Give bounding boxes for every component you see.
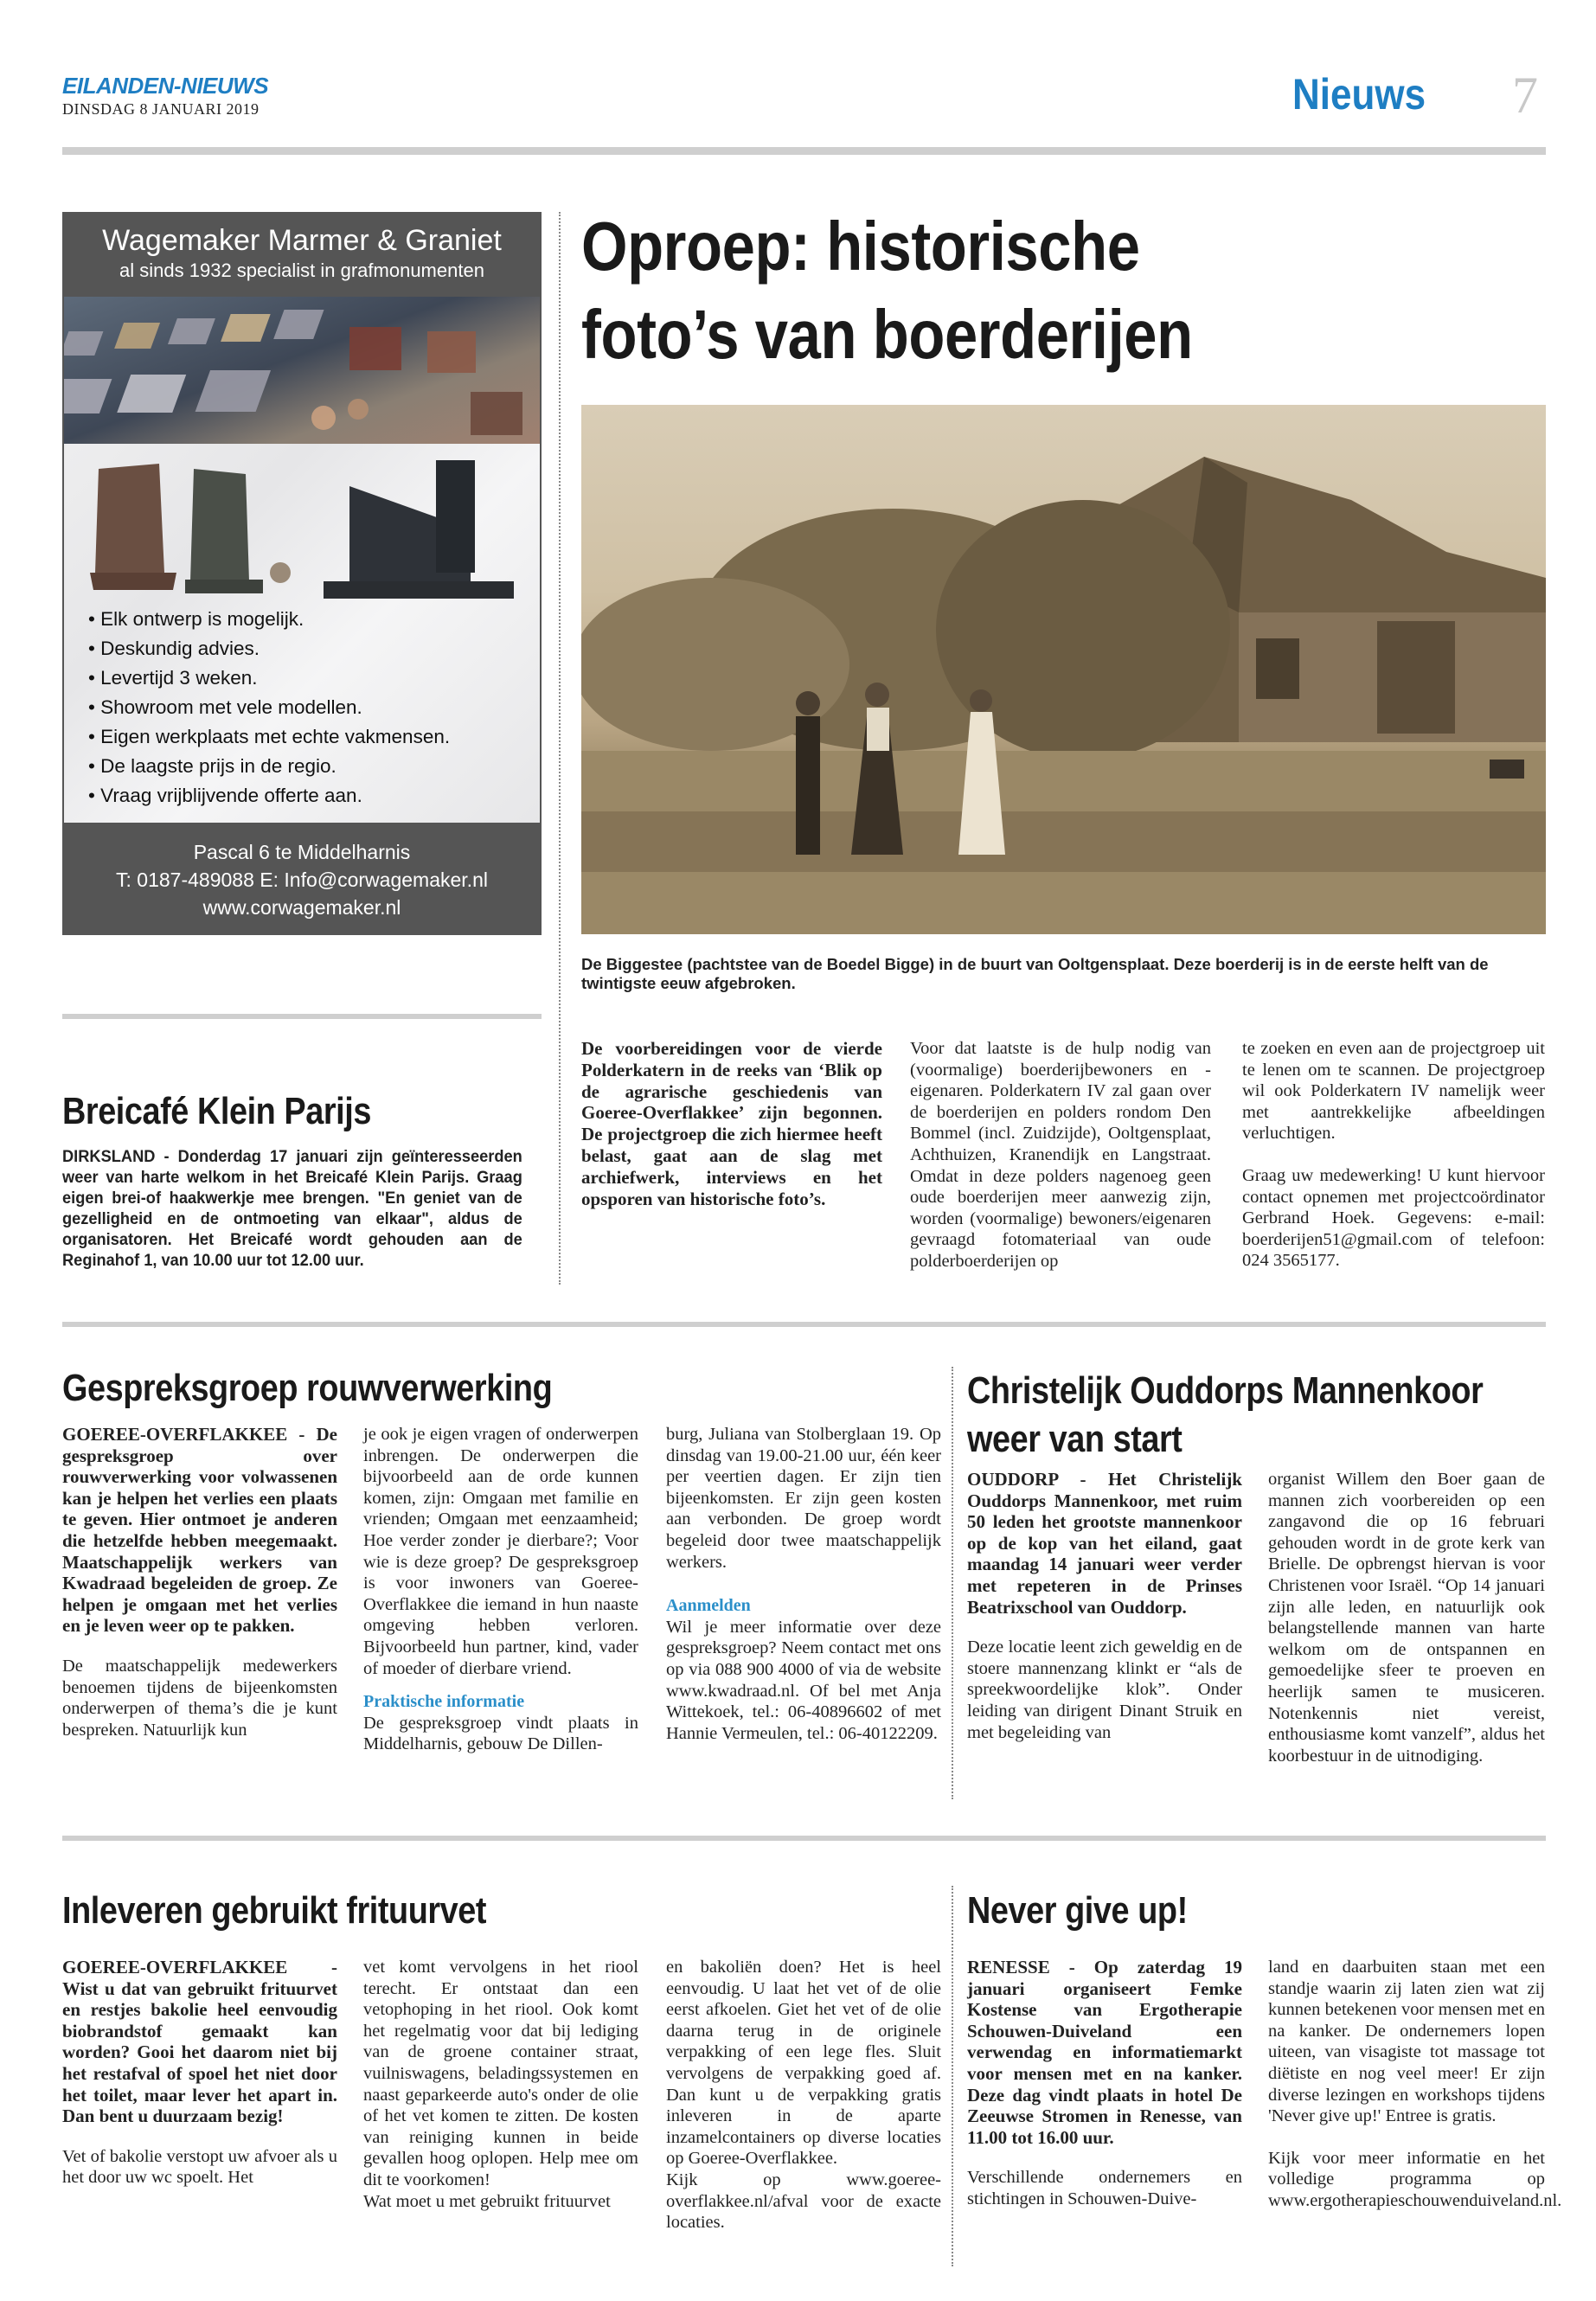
- rouw-column-2: [363, 1424, 638, 1755]
- never-column-1: [967, 1957, 1242, 2210]
- paragraph: Vet of bakolie verstopt uw afvoer als u het door uw wc spoelt. Het: [62, 2146, 337, 2188]
- section-rule: [62, 1836, 1546, 1841]
- rouw-headline: Gespreksgroep rouwverwerking: [62, 1367, 553, 1409]
- photo-caption: De Biggestee (pachtstee van de Boedel Bigge) in de buurt van Ooltgensplaat. Deze boerderij is in de eerste helft van de twintigste eeuw afgebroken.: [581, 955, 1489, 992]
- oproep-column-2: Voor dat laatste is de hulp nodig van (voormalige) boerderijbewoners en -eigenaren. Polderkatern IV zal gaan over de boerderijen en polders rondom Den Bommel (incl. Zuidzijde), Ooltgensplaat, Achthuizen, Kranendijk en Langstraat. Omdat in deze polders nagenoeg geen oude boerderijen meer aanwezig zijn, worden (voormalige) bewoners/eigenaren gevraagd fotomateriaal van oude polderboerderijen op: [910, 1039, 1211, 1271]
- ad-bullet-list: [88, 605, 450, 811]
- frituur-column-2: [363, 1957, 638, 2212]
- ad-bullet: • Elk ontwerp is mogelijk.: [88, 608, 304, 630]
- issue-date: DINSDAG 8 JANUARI 2019: [62, 100, 260, 118]
- paragraph: De gespreksgroep vindt plaats in Middelharnis, gebouw De Dillen-: [363, 1713, 638, 1754]
- ad-showroom-photo: [64, 297, 540, 444]
- frituur-headline: Inleveren gebruikt frituurvet: [62, 1889, 487, 1932]
- oproep-headline: [581, 202, 1193, 379]
- never-headline: Never give up!: [967, 1889, 1188, 1932]
- newspaper-logo: EILANDEN-NIEUWS: [62, 73, 269, 99]
- paragraph: land en daarbuiten staan met een standje waarin zij laten zien wat zij kunnen betekenen voor mensen met en na kanker. De ondernemers lopen uiteen, van visagiste tot massage tot diëtiste en nog veel meer! Er zijn diverse lezingen en workshops tijdens 'Never give up!' Entree is gratis.: [1268, 1958, 1545, 2126]
- section-rule: [62, 1322, 1546, 1327]
- ad-address: Pascal 6 te Middelharnis: [193, 841, 411, 863]
- section-rule: [62, 1014, 542, 1019]
- column-divider: [952, 1367, 953, 1799]
- koor-column-1: [967, 1469, 1242, 1743]
- ad-bullet: • De laagste prijs in de regio.: [88, 755, 337, 777]
- ad-bullet: • Vraag vrijblijvende offerte aan.: [88, 785, 362, 806]
- ad-tagline: al sinds 1932 specialist in grafmonumenten: [119, 260, 484, 281]
- paragraph: burg, Juliana van Stolberglaan 19. Op dinsdag van 19.00-21.00 uur, één keer per veertien dagen. Er zijn tien bijeenkomsten. Er zijn geen kosten aan verbonden. De groep wordt begeleid door twee maatschappelijk werkers.: [666, 1425, 941, 1572]
- ad-company-name: Wagemaker Marmer & Graniet: [102, 224, 502, 257]
- never-lead: RENESSE - Op zaterdag 19 januari organiseert Femke Kostense van Ergotherapie Schouwen-Duiveland een verwendag en informatiemarkt voor mensen met en na kanker. Deze dag vindt plaats in hotel De Zeeuwse Stromen in Renesse, van 11.00 tot 16.00 uur.: [967, 1957, 1242, 2148]
- header-rule: [62, 147, 1546, 155]
- ad-website-link[interactable]: www.corwagemaker.nl: [202, 896, 401, 919]
- paragraph: Deze locatie leent zich geweldig en de stoere mannenzang klinkt er “als de spreekwoordelijke klok”. Onder leiding van dirigent Dinant Struik en met begeleiding van: [967, 1638, 1242, 1742]
- ad-bullet: • Eigen werkplaats met echte vakmensen.: [88, 726, 451, 747]
- breicafe-body: DIRKSLAND - Donderdag 17 januari zijn geïnteresseerden weer van harte welkom in het Breicafé Klein Parijs. Graag eigen brei-of haakwerkje mee brengen. "En geniet van de gezelligheid en de ontmoeting van elkaar", aldus de organisatoren. Het Breicafé wordt gehouden aan de Reginahof 1, van 10.00 uur tot 12.00 uur.: [62, 1148, 522, 1270]
- paragraph: vet komt vervolgens in het riool terecht. Er ontstaat dan een vetophoping in het riool. Ook komt het regelmatig voor dat bij lediging van de groene container straat, vuilniswagens, beladingssystemen en naast geparkeerde auto's onder de olie of het vet komen te zitten. De kosten van reiniging kunnen in beide gevallen hoog oplopen. Help mee om dit te voorkomen!: [363, 1958, 638, 2189]
- paragraph: Verschillende ondernemers en stichtingen in Schouwen-Duive-: [967, 2168, 1242, 2208]
- paragraph: en bakoliën doen? Het is heel eenvoudig. U laat het vet of de olie eerst afkoelen. Giet het vet of de olie daarna terug in de originele verpakking of een lege fles. Sluit vervolgens de verpakking goed af. Dan kunt u de verpakking gratis inleveren in de aparte inzamelcontainers op diverse locaties op Goeree-Overflakkee.: [666, 1958, 941, 2169]
- headline-line: foto’s van boerderijen: [581, 296, 1193, 373]
- ad-bullet: • Levertijd 3 weken.: [88, 667, 258, 689]
- ad-footer: [64, 823, 540, 933]
- farm-historic-photo: [581, 405, 1546, 934]
- paragraph: Kijk voor meer informatie en het volledige programma op www.ergotherapieschouwenduiveland.nl.: [1268, 2148, 1562, 2210]
- koor-column-2: organist Willem den Boer gaan de mannen zich voorbereiden op een zangavond die op 16 februari gehouden wordt in de grote kerk van Brielle. De opbrengst hiervan is voor Christenen voor Israël. “Op 14 januari zijn alle leden, en natuurlijk ook belangstellende mannen van harte welkom om de ontspannen en gemoedelijke sfeer te proeven en heerlijk samen te musiceren. Notenkennis niet vereist, enthousiasme komt vanzelf”, aldus het koorbestuur in de uitnodiging.: [1268, 1470, 1545, 1766]
- koor-lead: OUDDORP - Het Christelijk Ouddorps Mannenkoor, met ruim 50 leden het grootste mannenkoor op de kop van het eiland, gaat maandag 14 januari weer verder met repeteren in de Prinses Beatrixschool van Ouddorp.: [967, 1469, 1242, 1618]
- ad-bullet: • Showroom met vele modellen.: [88, 696, 362, 718]
- column-divider: [559, 212, 561, 1285]
- advertisement[interactable]: [62, 212, 542, 935]
- paragraph: De maatschappelijk medewerkers benoemen tijdens de bijeenkomsten onderwerpen of thema’s die je kunt bespreken. Natuurlijk kun: [62, 1656, 337, 1740]
- ad-contact: T: 0187-489088 E: Info@corwagemaker.nl: [116, 868, 488, 891]
- column-divider: [952, 1886, 953, 2266]
- headline-line: weer van start: [967, 1418, 1183, 1460]
- section-title: Nieuws: [1292, 70, 1426, 119]
- koor-headline: [967, 1367, 1483, 1464]
- showroom-graves-illustration: [64, 297, 540, 444]
- subheading: Praktische informatie: [363, 1692, 525, 1712]
- paragraph: Wil je meer informatie over deze gespreksgroep? Neem contact met ons op via 088 900 4000 of via de website www.kwadraad.nl. Of bel met Anja Wittekoek, tel.: 06-40896602 of met Hannie Vermeulen, tel.: 06-40122209.: [666, 1617, 941, 1743]
- paragraph: te zoeken en even aan de projectgroep uit te lenen om te scannen. De projectgroep wil ook Polderkatern IV namelijk weer met aantrekkelijke afbeeldingen verluchtigen.: [1242, 1039, 1545, 1144]
- headline-line: Christelijk Ouddorps Mannenkoor: [967, 1369, 1484, 1412]
- breicafe-headline: Breicafé Klein Parijs: [62, 1090, 371, 1132]
- frituur-lead: GOEREE-OVERFLAKKEE - Wist u dat van gebruikt frituurvet en restjes bakolie heel eenvoudig biobrandstof gemaakt kan worden? Gooi het daarom niet bij het restafval of spoel het niet door het toilet, maar lever het apart in. Dan bent u duurzaam bezig!: [62, 1957, 337, 2127]
- frituur-column-3: [666, 1957, 941, 2234]
- page-number: 7: [1512, 67, 1538, 124]
- monument-samples-illustration: [64, 452, 540, 599]
- rouw-column-1: [62, 1424, 337, 1740]
- paragraph: je ook je eigen vragen of onderwerpen inbrengen. De onderwerpen die bijvoorbeeld aan de orde kunnen komen, zijn: Omgaan met familie en vrienden; Omgaan met eenzaamheid; Hoe verder zonder je dierbare?; Voor wie is deze groep? De gespreksgroep is voor inwoners van Goeree-Overflakkee die iemand in hun naaste omgeving hebben verloren. Bijvoorbeeld hun partner, kind, vader of moeder of dierbare vriend.: [363, 1425, 638, 1678]
- ad-bullet: • Deskundig advies.: [88, 638, 260, 659]
- ad-header: [64, 214, 540, 297]
- headline-line: Oproep: historische: [581, 208, 1140, 285]
- paragraph: Graag uw medewerking! U kunt hiervoor contact opnemen met projectcoördinator Gerbrand Hoek. Gegevens: e-mail: boerderijen51@gmail.com of telefoon: 024 3565177.: [1242, 1165, 1545, 1271]
- subheading: Aanmelden: [666, 1596, 751, 1616]
- paragraph: Wat moet u met gebruikt frituurvet: [363, 2191, 611, 2211]
- oproep-lead: De voorbereidingen voor de vierde Polderkatern in de reeks van ‘Blik op de agrarische geschiedenis van Goeree-Overflakkee’ zijn begonnen. De projectgroep die zich hiermee heeft belast, gaat aan de slag met archiefwerk, interviews en het opsporen van historische foto’s.: [581, 1038, 882, 1209]
- oproep-column-3: [1242, 1038, 1545, 1292]
- rouw-column-3: [666, 1424, 941, 1744]
- frituur-column-1: [62, 1957, 337, 2189]
- rouw-lead: GOEREE-OVERFLAKKEE - De gespreksgroep over rouwverwerking voor volwassenen kan je helpen het verlies een plaats te geven. Hier ontmoet je anderen die hetzelfde hebben meegemaakt. Maatschappelijk werkers van Kwadraad begeleiden de groep. Ze helpen je omgaan met het verlies en je leven weer op te pakken.: [62, 1424, 337, 1637]
- never-column-2: [1268, 1957, 1562, 2233]
- paragraph: Kijk op www.goeree-overflakkee.nl/afval voor de exacte locaties.: [666, 2170, 941, 2233]
